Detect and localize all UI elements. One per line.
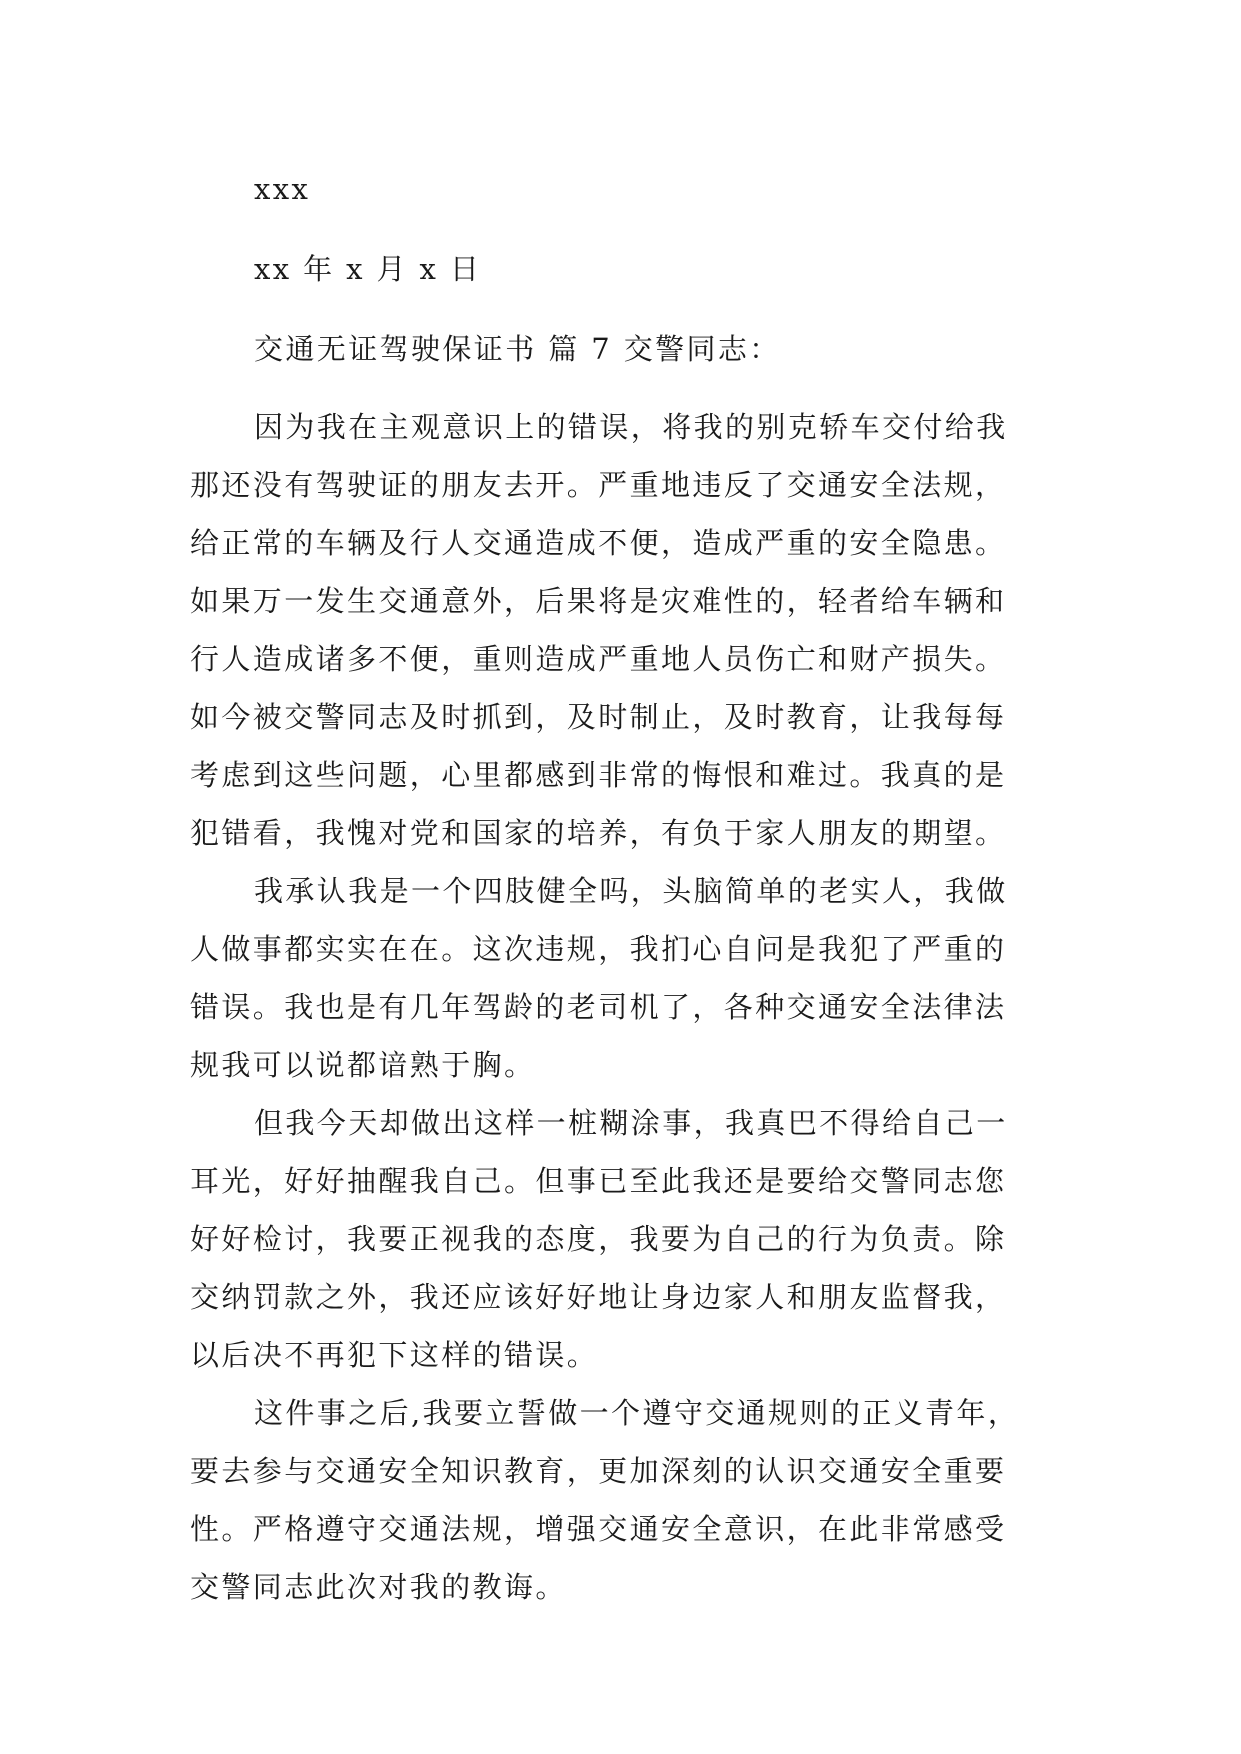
paragraph-line: 这件事之后,我要立誓做一个遵守交通规则的正义青年， [254, 1396, 1020, 1430]
paragraph-1 [190, 398, 1070, 862]
paragraph-2 [190, 862, 1070, 1094]
signature-date: xx 年 x 月 x 日 [254, 252, 482, 286]
paragraph-line: 性。严格遵守交通法规，增强交通安全意识，在此非常感受 [190, 1512, 1007, 1546]
signature-name: xxx [254, 172, 311, 206]
paragraph-line: 犯错看，我愧对党和国家的培养，有负于家人朋友的期望。 [190, 816, 1007, 850]
paragraph-line: 那还没有驾驶证的朋友去开。严重地违反了交通安全法规， [190, 468, 1007, 502]
paragraph-line: 人做事都实实在在。这次违规，我扪心自问是我犯了严重的 [190, 932, 1007, 966]
paragraph-line: 我承认我是一个四肢健全吗，头脑简单的老实人，我做 [254, 874, 1008, 908]
paragraph-line: 以后决不再犯下这样的错误。 [190, 1338, 599, 1372]
paragraph-3 [190, 1094, 1070, 1384]
paragraph-line: 因为我在主观意识上的错误，将我的别克轿车交付给我 [254, 410, 1008, 444]
header-block [190, 160, 1070, 378]
document-body [190, 160, 1070, 1616]
section-heading: 交通无证驾驶保证书 篇 7 交警同志： [254, 332, 781, 366]
paragraph-line: 错误。我也是有几年驾龄的老司机了，各种交通安全法律法 [190, 990, 1007, 1024]
paragraph-line: 耳光，好好抽醒我自己。但事已至此我还是要给交警同志您 [190, 1164, 1007, 1198]
paragraph-line: 交纳罚款之外，我还应该好好地让身边家人和朋友监督我， [190, 1280, 1007, 1314]
paragraph-line: 要去参与交通安全知识教育，更加深刻的认识交通安全重要 [190, 1454, 1007, 1488]
paragraph-line: 好好检讨，我要正视我的态度，我要为自己的行为负责。除 [190, 1222, 1007, 1256]
paragraph-line: 考虑到这些问题，心里都感到非常的悔恨和难过。我真的是 [190, 758, 1007, 792]
paragraph-line: 行人造成诸多不便，重则造成严重地人员伤亡和财产损失。 [190, 642, 1007, 676]
paragraph-4 [190, 1384, 1070, 1616]
paragraph-line: 如今被交警同志及时抓到，及时制止，及时教育，让我每每 [190, 700, 1007, 734]
paragraph-line: 如果万一发生交通意外，后果将是灾难性的，轻者给车辆和 [190, 584, 1007, 618]
paragraph-line: 交警同志此次对我的教诲。 [190, 1570, 567, 1604]
paragraph-line: 但我今天却做出这样一桩糊涂事，我真巴不得给自己一 [254, 1106, 1008, 1140]
paragraph-line: 给正常的车辆及行人交通造成不便，造成严重的安全隐患。 [190, 526, 1007, 560]
paragraph-line: 规我可以说都谙熟于胸。 [190, 1048, 536, 1082]
